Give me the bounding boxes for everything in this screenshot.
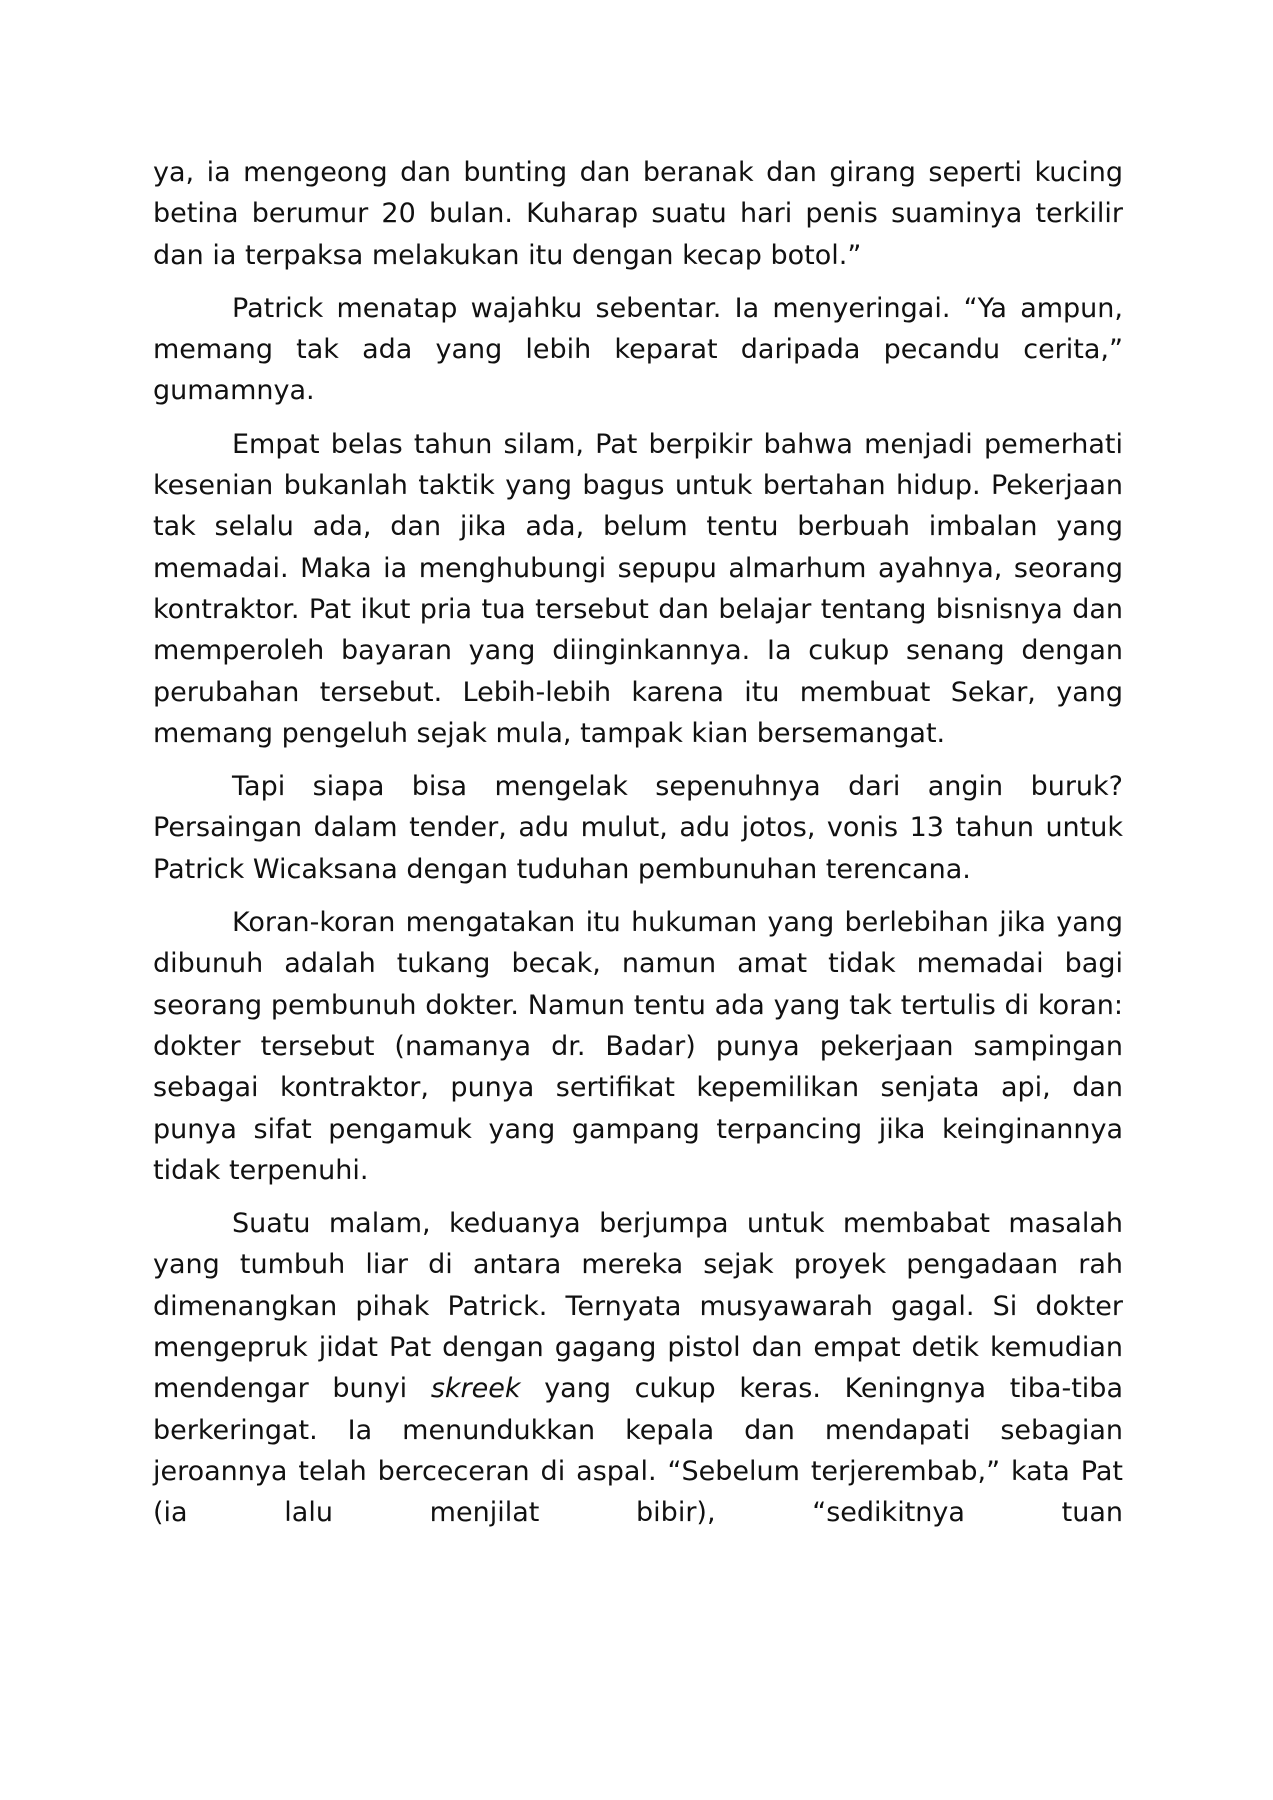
paragraph-6-text-start: Suatu malam, keduanya berjumpa untuk membabat masalah yang tumbuh liar di antara mereka sejak proyek pengadaan rah dimenangkan pihak Patrick. Ternyata musyawarah gagal. Si dokter mengepruk jidat Pat dengan gagang pistol dan empat detik kemudian mendengar bunyi xyxy=(153,1208,1123,1405)
paragraph-3: Empat belas tahun silam, Pat berpikir bahwa menjadi pemerhati kesenian bukanlah taktik yang bagus untuk bertahan hidup. Pekerjaan tak selalu ada, dan jika ada, belum tentu berbuah imbalan yang memadai. Maka ia menghubungi sepupu almarhum ayahnya, seorang kontraktor. Pat ikut pria tua tersebut dan belajar tentang bisnisnya dan memperoleh bayaran yang diinginkannya. Ia cukup senang dengan perubahan tersebut. Lebih-lebih karena itu membuat Sekar, yang memang pengeluh sejak mula, tampak kian bersemangat. xyxy=(153,428,1123,749)
sound-effect-text: skreek xyxy=(430,1373,521,1405)
paragraph-6-text-end: yang cukup keras. Keningnya tiba-tiba berkeringat. Ia menundukkan kepala dan mendapati sebagian jeroannya telah berceceran di aspal. “Sebelum terjerembab,” kata Pat (ia lalu menjilat bibir), “sedikitnya tuan xyxy=(153,1373,1123,1529)
paragraph-1: ya, ia mengeong dan bunting dan beranak dan girang seperti kucing betina berumur 20 bulan. Kuharap suatu hari penis suaminya terkilir dan ia terpaksa melakukan itu dengan kecap botol.” xyxy=(153,157,1123,271)
paragraph-6 xyxy=(153,1203,1123,1533)
book-page xyxy=(153,152,1123,1546)
paragraph-2: Patrick menatap wajahku sebentar. Ia menyeringai. “Ya ampun, memang tak ada yang lebih keparat daripada pecandu cerita,” gumamnya. xyxy=(153,292,1123,407)
paragraph-5: Koran-koran mengatakan itu hukuman yang berlebihan jika yang dibunuh adalah tukang becak, namun amat tidak memadai bagi seorang pembunuh dokter. Namun tentu ada yang tak tertulis di koran: dokter tersebut (namanya dr. Badar) punya pekerjaan sampingan sebagai kontraktor, punya sertifikat kepemilikan senjata api, dan punya sifat pengamuk yang gampang terpancing jika keinginannya tidak terpenuhi. xyxy=(153,907,1123,1186)
paragraph-4: Tapi siapa bisa mengelak sepenuhnya dari angin buruk? Persaingan dalam tender, adu mulut, adu jotos, vonis 13 tahun untuk Patrick Wicaksana dengan tuduhan pembunuhan terencana. xyxy=(153,771,1123,885)
